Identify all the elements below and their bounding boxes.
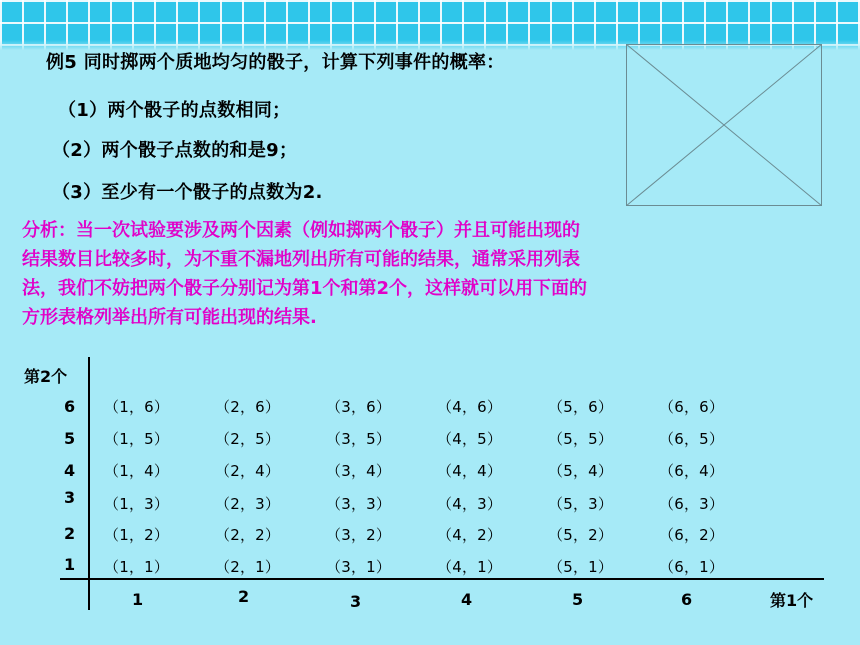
outcome-cell: （1，2） <box>104 526 170 544</box>
outcome-cell: （2，4） <box>215 462 281 480</box>
outcome-cell: （4，3） <box>437 495 503 513</box>
decorative-grid-banner <box>0 0 860 50</box>
y-axis-title: 第2个 <box>24 367 68 386</box>
outcome-cell: （3，2） <box>326 526 392 544</box>
y-axis-label: 3 <box>64 488 76 507</box>
outcome-cell: （3，5） <box>326 430 392 448</box>
outcome-cell: （4，6） <box>437 398 503 416</box>
outcome-cell: （3，1） <box>326 558 392 576</box>
analysis-paragraph <box>22 216 782 332</box>
y-axis-label: 5 <box>64 429 76 448</box>
outcome-cell: （5，4） <box>548 462 614 480</box>
outcome-cell: （1，6） <box>104 398 170 416</box>
outcome-cell: （5，1） <box>548 558 614 576</box>
x-axis-line <box>60 578 824 580</box>
x-axis-label: 2 <box>238 587 250 606</box>
question-3: （3）至少有一个骰子的点数为2. <box>52 182 323 203</box>
outcome-cell: （4，1） <box>437 558 503 576</box>
outcome-cell: （6，6） <box>659 398 725 416</box>
outcome-cell: （2，3） <box>215 495 281 513</box>
y-axis-line <box>88 357 90 610</box>
analysis-line: 分析：当一次试验要涉及两个因素（例如掷两个骰子）并且可能出现的 <box>22 220 580 241</box>
x-axis-label: 6 <box>681 590 693 609</box>
outcome-cell: （5，3） <box>548 495 614 513</box>
outcome-cell: （1，3） <box>104 495 170 513</box>
outcome-cell: （3，6） <box>326 398 392 416</box>
outcome-cell: （1，1） <box>104 558 170 576</box>
outcome-cell: （4，2） <box>437 526 503 544</box>
x-axis-label: 3 <box>350 592 362 611</box>
outcome-cell: （2，6） <box>215 398 281 416</box>
outcome-cell: （3，3） <box>326 495 392 513</box>
outcome-cell: （2，2） <box>215 526 281 544</box>
outcome-cell: （4，5） <box>437 430 503 448</box>
outcome-cell: （1，4） <box>104 462 170 480</box>
outcome-cell: （2，5） <box>215 430 281 448</box>
outcome-cell: （6，4） <box>659 462 725 480</box>
outcome-cell: （6，2） <box>659 526 725 544</box>
outcome-cell: （6，1） <box>659 558 725 576</box>
y-axis-label: 1 <box>64 555 76 574</box>
outcome-cell: （5，6） <box>548 398 614 416</box>
x-axis-label: 1 <box>132 590 144 609</box>
analysis-line: 法，我们不妨把两个骰子分别记为第1个和第2个，这样就可以用下面的 <box>22 278 588 299</box>
outcome-cell: （4，4） <box>437 462 503 480</box>
x-axis-title: 第1个 <box>770 591 814 610</box>
outcome-cell: （5，5） <box>548 430 614 448</box>
outcome-cell: （1，5） <box>104 430 170 448</box>
x-axis-label: 5 <box>572 590 584 609</box>
question-1: （1）两个骰子的点数相同； <box>58 100 291 121</box>
outcome-cell: （3，4） <box>326 462 392 480</box>
y-axis-label: 2 <box>64 524 76 543</box>
question-2: （2）两个骰子点数的和是9； <box>52 140 298 161</box>
y-axis-label: 6 <box>64 397 76 416</box>
outcome-cell: （6，3） <box>659 495 725 513</box>
x-axis-label: 4 <box>461 590 473 609</box>
analysis-line: 结果数目比较多时，为不重不漏地列出所有可能的结果，通常采用列表 <box>22 249 580 270</box>
analysis-line: 方形表格列举出所有可能出现的结果. <box>22 307 317 328</box>
outcome-cell: （5，2） <box>548 526 614 544</box>
example-heading: 例5 同时掷两个质地均匀的骰子，计算下列事件的概率： <box>46 52 505 73</box>
image-placeholder <box>626 44 822 206</box>
y-axis-label: 4 <box>64 461 76 480</box>
outcome-cell: （6，5） <box>659 430 725 448</box>
outcome-cell: （2，1） <box>215 558 281 576</box>
